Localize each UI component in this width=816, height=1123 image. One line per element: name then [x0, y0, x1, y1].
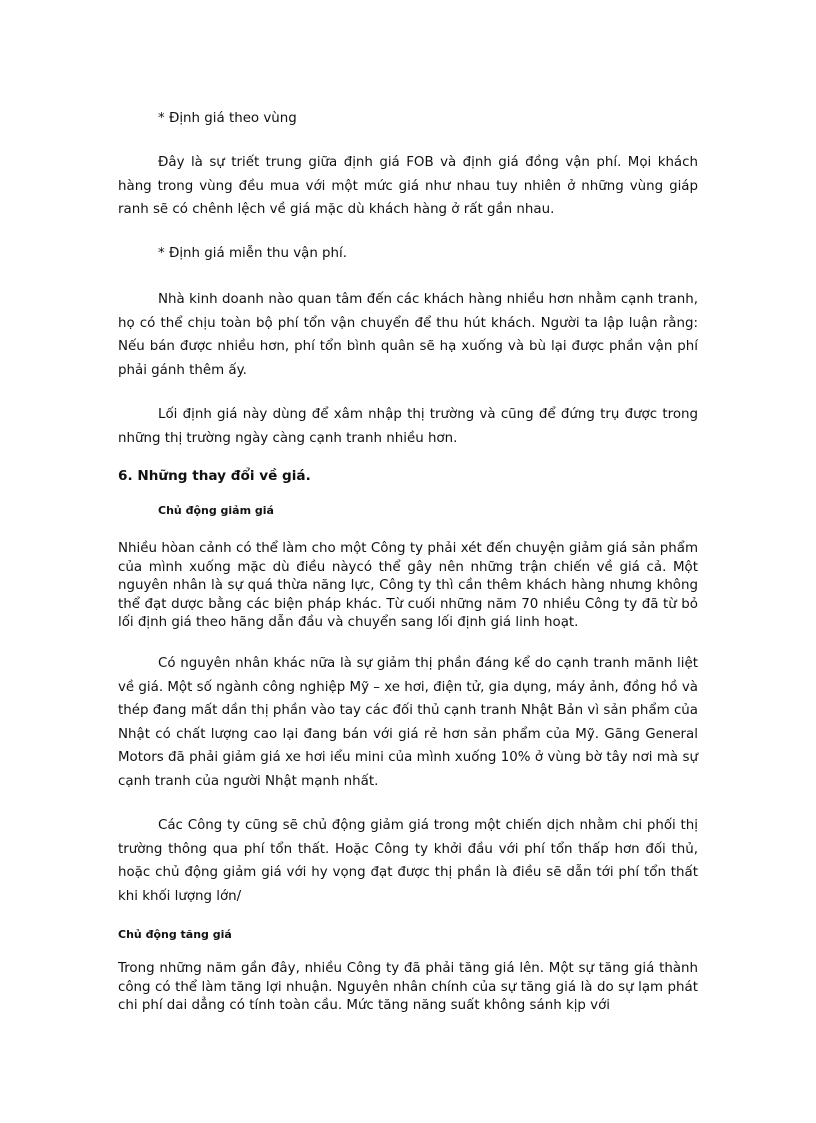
paragraph-price-increase-reasons: Trong những năm gần đây, nhiều Công ty đã phải tăng giá lên. Một sự tăng giá thành công có thể làm tăng lợi nhuận. Nguyên nhân chính của sự tăng giá là do sự lạm phát chi phí dai dẳng có tính toàn cầu. Mức tăng năng suất không sánh kịp với — [118, 961, 698, 1013]
paragraph-zone-pricing-label: * Định giá theo vùng — [158, 111, 297, 126]
section-heading-price-changes: 6. Những thay đổi về giá. — [118, 468, 311, 484]
subheading-price-cuts: Chủ động giảm giá — [158, 504, 274, 517]
paragraph-cost-domination: Các Công ty cũng sẽ chủ động giảm giá trong một chiến dịch nhằm chi phối thị trường thông qua phí tổn thất. Hoặc Công ty khởi đầu với phí tổn thấp hơn đối thủ, hoặc chủ động giảm giá với hy vọng đạt được thị phần là điều sẽ dẫn tới phí tổn thất khi khối lượng lớn/ — [118, 818, 698, 904]
paragraph-zone-pricing-body: Đây là sự triết trung giữa định giá FOB và định giá đồng vận phí. Mọi khách hàng trong vùng đều mua với một mức giá như nhau tuy nhiên ở những vùng giáp ranh sẽ có chênh lệch về giá mặc dù khách hàng ở rất gần nhau. — [118, 155, 698, 217]
paragraph-freight-absorption-label: * Định giá miễn thu vận phí. — [158, 246, 348, 261]
paragraph-market-penetration: Lối định giá này dùng để xâm nhập thị trường và cũng để đứng trụ được trong những thị trường ngày càng cạnh tranh nhiều hơn. — [118, 407, 698, 446]
paragraph-freight-absorption-body: Nhà kinh doanh nào quan tâm đến các khách hàng nhiều hơn nhằm cạnh tranh, họ có thể chịu toàn bộ phí tổn vận chuyển để thu hút khách. Người ta lập luận rằng: Nếu bán được nhiều hơn, phí tổn bình quân sẽ hạ xuống và bù lại được phần vận phí phải gánh thêm ấy. — [118, 292, 698, 378]
paragraph-market-share-decline: Có nguyên nhân khác nữa là sự giảm thị phần đáng kể do cạnh tranh mãnh liệt về giá. Một số ngành công nghiệp Mỹ – xe hơi, điện tử, gia dụng, máy ảnh, đồng hồ và thép đang mất dần thị phần vào tay các đối thủ cạnh tranh Nhật Bản vì sản phẩm của Nhật có chất lượng cao lại đang bán với giá rẻ hơn sản phẩm của Mỹ. Gãng General Motors đã phải giảm giá xe hơi iểu mini của mình xuống 10% ở vùng bờ tây nơi mà sự cạnh tranh của người Nhật mạnh nhất. — [118, 656, 698, 789]
paragraph-price-cut-reasons: Nhiều hòan cảnh có thể làm cho một Công ty phải xét đến chuyện giảm giá sản phẩm của mình xuống mặc dù điều nàycó thể gây nên những trận chiến về giá cả. Một nguyên nhân là sự quá thừa năng lực, Công ty thì cần thêm khách hàng nhưng không thể đạt dược bằng các biện pháp khác. Từ cuối những năm 70 nhiều Công ty đã từ bỏ lối định giá theo hãng dẫn đầu và chuyển sang lối định giá linh hoạt. — [118, 541, 698, 630]
subheading-price-increases: Chủ động tăng giá — [118, 928, 232, 941]
